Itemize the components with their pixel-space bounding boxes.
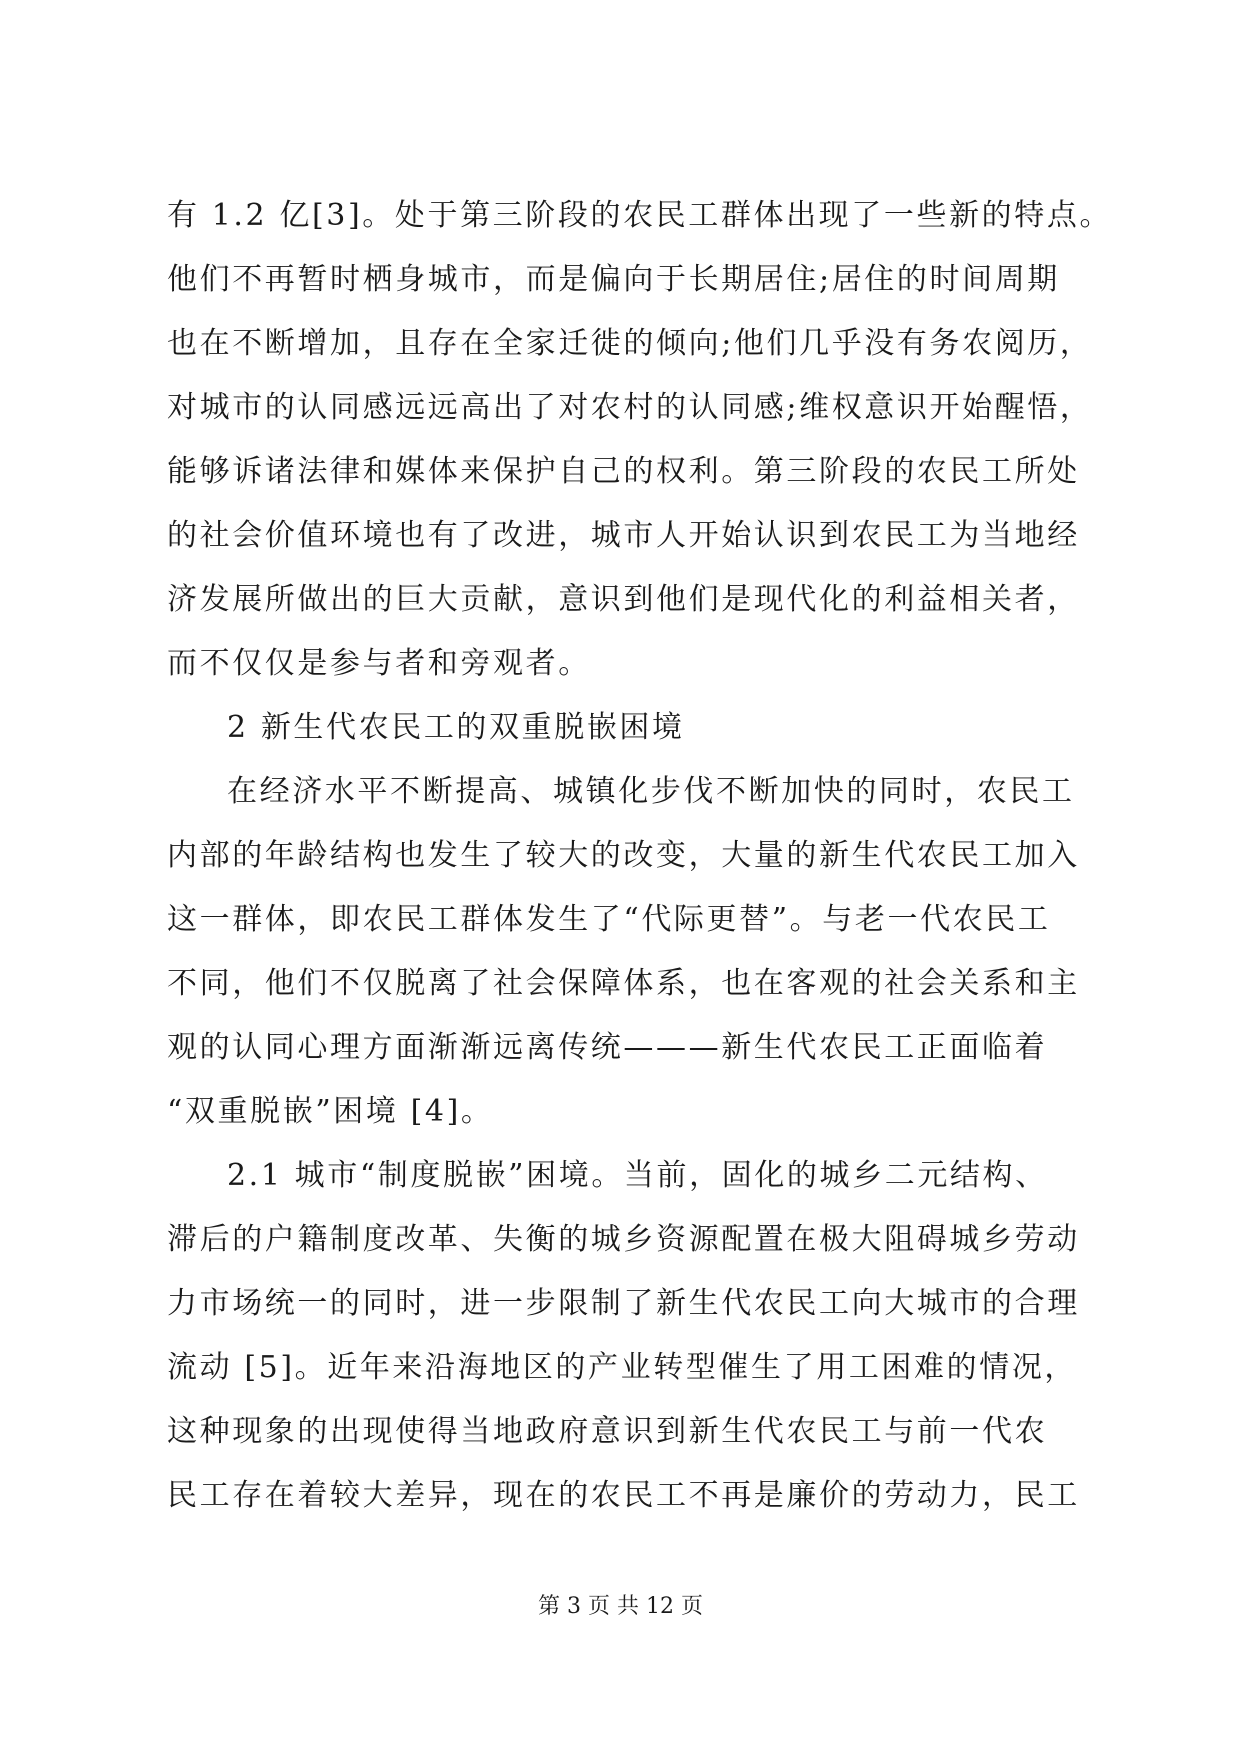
text-line: 济发展所做出的巨大贡献，意识到他们是现代化的利益相关者， xyxy=(167,582,1080,617)
text-line: 不同，他们不仅脱离了社会保障体系，也在客观的社会关系和主 xyxy=(167,966,1080,1001)
text-line: “双重脱嵌”困境 [4]。 xyxy=(167,1094,494,1129)
text-line: 对城市的认同感远远高出了对农村的认同感;维权意识开始醒悟， xyxy=(167,390,1093,425)
text-line: 有 1.2 亿[3]。处于第三阶段的农民工群体出现了一些新的特点。 xyxy=(167,198,1113,233)
text-line: 能够诉诸法律和媒体来保护自己的权利。第三阶段的农民工所处 xyxy=(167,454,1080,489)
text-line: 这种现象的出现使得当地政府意识到新生代农民工与前一代农 xyxy=(167,1414,1048,1449)
text-line: 这一群体，即农民工群体发生了“代际更替”。与老一代农民工 xyxy=(167,902,1051,937)
subsection-line: 2.1 城市“制度脱嵌”困境。当前，固化的城乡二元结构、 xyxy=(227,1158,1048,1193)
text-line: 流动 [5]。近年来沿海地区的产业转型催生了用工困难的情况， xyxy=(167,1350,1078,1385)
text-line: 在经济水平不断提高、城镇化步伐不断加快的同时，农民工 xyxy=(227,774,1075,809)
text-line: 力市场统一的同时，进一步限制了新生代农民工向大城市的合理 xyxy=(167,1286,1080,1321)
text-line: 内部的年龄结构也发生了较大的改变，大量的新生代农民工加入 xyxy=(167,838,1080,873)
section-heading: 2 新生代农民工的双重脱嵌困境 xyxy=(227,710,685,745)
text-line: 他们不再暂时栖身城市，而是偏向于长期居住;居住的时间周期 xyxy=(167,262,1060,297)
text-line: 的社会价值环境也有了改进，城市人开始认识到农民工为当地经 xyxy=(167,518,1080,553)
text-line: 观的认同心理方面渐渐远离传统———新生代农民工正面临着 xyxy=(167,1030,1048,1065)
text-line: 民工存在着较大差异，现在的农民工不再是廉价的劳动力，民工 xyxy=(167,1478,1080,1513)
page-footer: 第 3 页 共 12 页 xyxy=(538,1594,703,1619)
text-line: 而不仅仅是参与者和旁观者。 xyxy=(167,646,591,681)
text-line: 也在不断增加，且存在全家迁徙的倾向;他们几乎没有务农阅历， xyxy=(167,326,1093,361)
text-line: 滞后的户籍制度改革、失衡的城乡资源配置在极大阻碍城乡劳动 xyxy=(167,1222,1080,1257)
